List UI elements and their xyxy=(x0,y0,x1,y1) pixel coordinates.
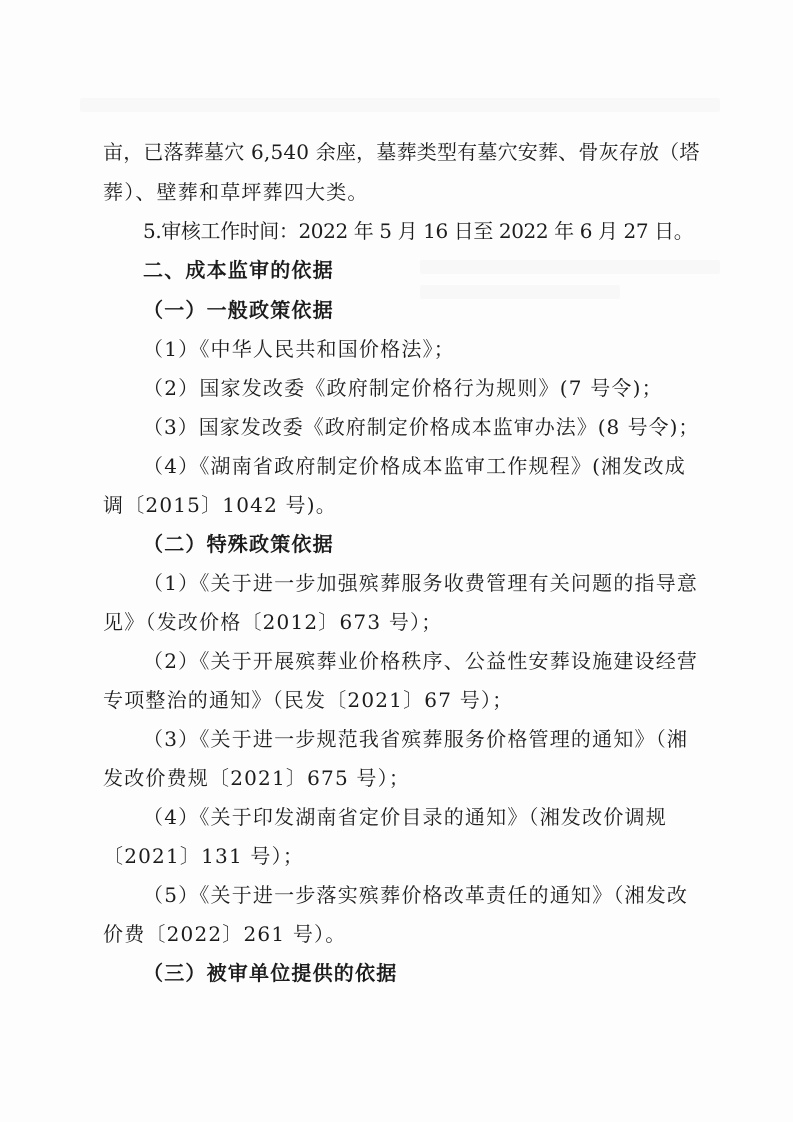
list-item: （3）《关于进一步规范我省殡葬服务价格管理的通知》（湘 xyxy=(143,727,689,751)
list-item-continuation: 发改价费规〔2021〕675 号）； xyxy=(103,766,411,790)
list-item: （4）《湖南省政府制定价格成本监审工作规程》(湘发改成 xyxy=(143,454,686,478)
bleed-through-mark xyxy=(80,98,720,112)
subsection-heading: （三）被审单位提供的依据 xyxy=(143,961,398,985)
list-item: （1）《关于进一步加强殡葬服务收费管理有关问题的指导意 xyxy=(143,571,699,595)
list-item-continuation: 调〔2015〕1042 号)。 xyxy=(103,493,337,517)
list-item: （4）《关于印发湖南省定价目录的通知》（湘发改价调规 xyxy=(143,805,667,829)
subsection-heading: （二）特殊政策依据 xyxy=(143,532,334,556)
list-item: （3）国家发改委《政府制定价格成本监审办法》(8 号令)； xyxy=(143,415,700,439)
list-item: （1）《中华人民共和国价格法》； xyxy=(143,337,455,361)
list-item-continuation: 专项整治的通知》（民发〔2021〕67 号）； xyxy=(103,688,514,712)
paragraph-line: 亩，已落葬墓穴 6,540 余座，墓葬类型有墓穴安葬、骨灰存放（塔 xyxy=(103,140,700,164)
list-item: （5）《关于进一步落实殡葬价格改革责任的通知》（湘发改 xyxy=(143,883,689,907)
list-item-continuation: 见》（发改价格〔2012〕673 号）； xyxy=(103,610,443,634)
bleed-through-mark xyxy=(420,260,720,274)
paragraph-line: 葬）、壁葬和草坪葬四大类。 xyxy=(103,180,369,204)
subsection-heading: （一）一般政策依据 xyxy=(143,298,334,322)
bleed-through-mark xyxy=(420,285,620,299)
section-heading: 二、成本监审的依据 xyxy=(143,258,334,282)
list-item: （2）《关于开展殡葬业价格秩序、公益性安葬设施建设经营 xyxy=(143,649,699,673)
list-item: （2）国家发改委《政府制定价格行为规则》(7 号令)； xyxy=(143,376,663,400)
paragraph-line: 5.审核工作时间：2022 年 5 月 16 日至 2022 年 6 月 27 日。 xyxy=(143,219,694,243)
list-item-continuation: 〔2021〕131 号）； xyxy=(103,844,305,868)
list-item-continuation: 价费〔2022〕261 号）。 xyxy=(103,922,347,946)
